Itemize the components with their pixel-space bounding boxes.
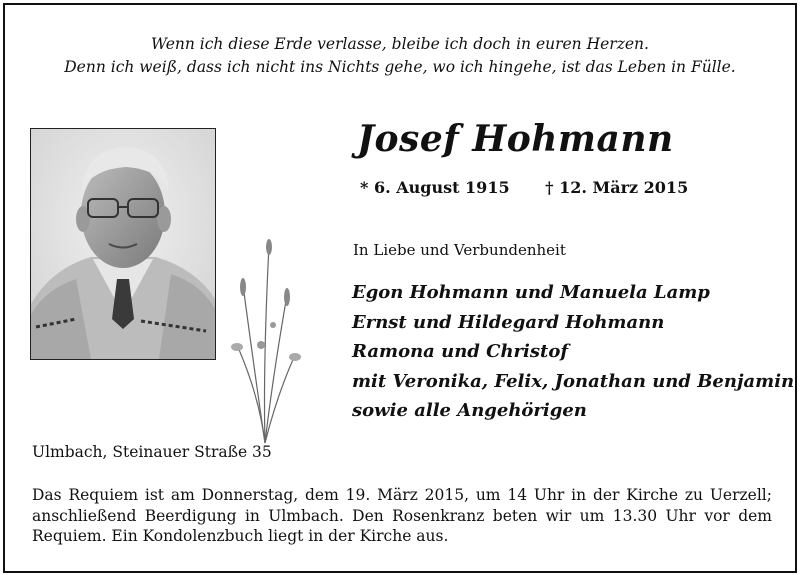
requiem-notice: Das Requiem ist am Donnerstag, dem 19. März 2015, um 14 Uhr in der Kirche zu Uerzell; anschließend Beerdigung in Ulmbach. Den Rosenkranz beten wir um 13.30 Uhr vor dem Requiem. Ein Kondolenzbuch liegt in der Kirche aus. (32, 486, 772, 545)
mourners-intro: In Liebe und Verbundenheit (353, 241, 566, 259)
deceased-name: Josef Hohmann (357, 118, 674, 160)
mourner-line: Ernst und Hildegard Hohmann (352, 311, 665, 333)
address: Ulmbach, Steinauer Straße 35 (32, 443, 272, 461)
life-dates (360, 178, 718, 197)
birth-date: * 6. August 1915 (360, 178, 510, 197)
mourner-line: Egon Hohmann und Manuela Lamp (352, 282, 710, 303)
memorial-quote (0, 33, 800, 79)
grass-flower-ornament (225, 225, 305, 445)
mourner-line: Ramona und Christof (352, 341, 569, 362)
quote-line-1: Wenn ich diese Erde verlasse, bleibe ich doch in euren Herzen. (151, 35, 649, 53)
quote-line-2: Denn ich weiß, dass ich nicht ins Nichts gehe, wo ich hingehe, ist das Leben in Fülle. (64, 58, 736, 76)
portrait-photo (30, 128, 216, 360)
mourner-line: sowie alle Angehörigen (352, 400, 587, 421)
death-date: † 12. März 2015 (545, 178, 689, 197)
mourner-line: mit Veronika, Felix, Jonathan und Benjamin (352, 370, 795, 392)
mourners-list (352, 278, 794, 426)
